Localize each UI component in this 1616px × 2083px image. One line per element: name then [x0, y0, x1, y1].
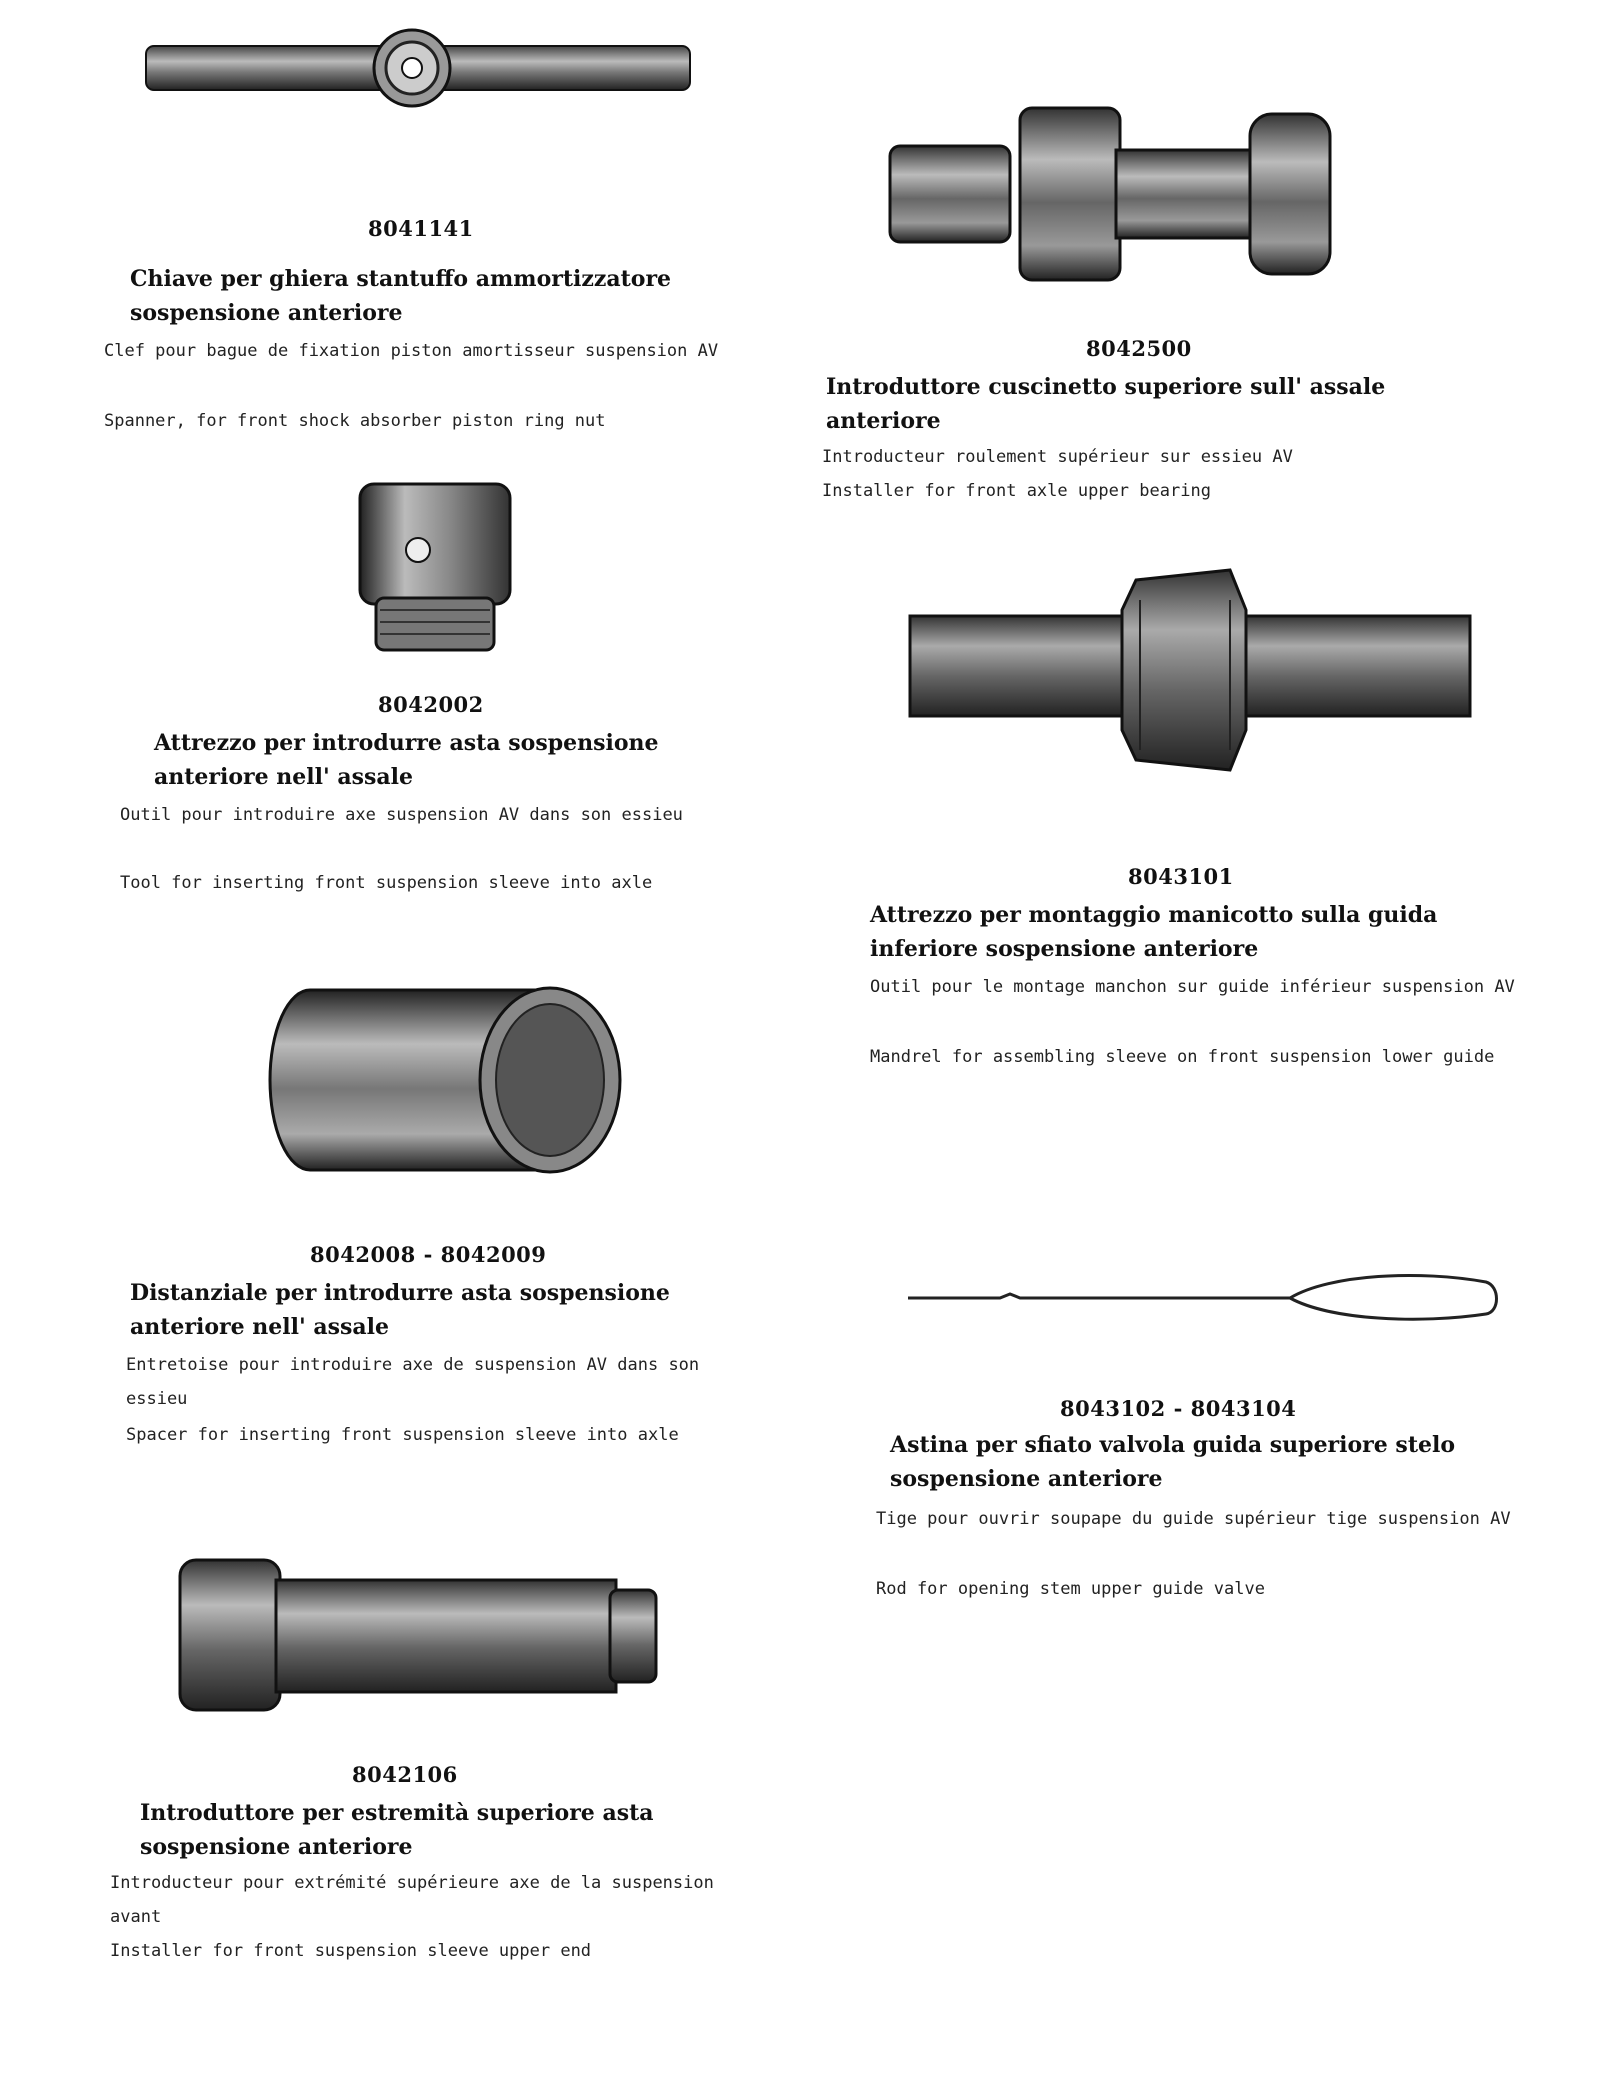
tool-title-italian: Attrezzo per introdurre asta sospensione anteriore nell' assale	[154, 730, 659, 790]
tool-desc-english: Mandrel for assembling sleeve on front suspension lower guide	[870, 1047, 1495, 1067]
tool-title-italian: Astina per sfiato valvola guida superiore stelo sospensione anteriore	[890, 1432, 1456, 1492]
tool-desc-french: Outil pour le montage manchon sur guide inférieur suspension AV	[870, 977, 1515, 997]
tool-title-italian: Introduttore cuscinetto superiore sull' assale anteriore	[826, 374, 1386, 434]
installer-sleeve-icon	[170, 1550, 670, 1720]
tool-desc-english: Rod for opening stem upper guide valve	[876, 1579, 1265, 1599]
tool-title-italian: Distanziale per introdurre asta sospensione anteriore nell' assale	[130, 1280, 670, 1340]
tool-desc-english: Spanner, for front shock absorber piston ring nut	[104, 411, 606, 431]
tool-desc-english: Installer for front suspension sleeve upper end	[110, 1941, 592, 1961]
tool-desc-english: Spacer for inserting front suspension sleeve into axle	[126, 1425, 679, 1445]
tool-title-italian: Attrezzo per montaggio manicotto sulla guida inferiore sospensione anteriore	[870, 902, 1438, 962]
threaded-plug-icon	[350, 470, 520, 660]
tool-code: 8041141	[368, 216, 474, 241]
tool-code: 8042106	[352, 1762, 458, 1787]
tool-desc-french: Entretoise pour introduire axe de suspension AV dans son essieu	[126, 1355, 700, 1409]
tool-code: 8042500	[1086, 336, 1192, 361]
valve-rod-icon	[900, 1268, 1500, 1328]
tool-title-italian: Chiave per ghiera stantuffo ammortizzatore sospensione anteriore	[130, 266, 672, 326]
tool-title-italian: Introduttore per estremità superiore asta sospensione anteriore	[140, 1800, 654, 1860]
tool-desc-french: Introducteur roulement supérieur sur essieu AV	[822, 447, 1293, 467]
installer-shaft-icon	[880, 100, 1380, 290]
spacer-tube-icon	[250, 970, 650, 1190]
tool-desc-english: Installer for front axle upper bearing	[822, 481, 1211, 501]
tool-desc-french: Clef pour bague de fixation piston amortisseur suspension AV	[104, 341, 719, 361]
tool-code: 8043102 - 8043104	[1060, 1396, 1297, 1421]
tool-code: 8042008 - 8042009	[310, 1242, 547, 1267]
tool-desc-french: Outil pour introduire axe suspension AV dans son essieu	[120, 805, 683, 825]
tool-code: 8042002	[378, 692, 484, 717]
spanner-bar-icon	[140, 28, 700, 128]
tool-desc-french: Tige pour ouvrir soupape du guide supérieur tige suspension AV	[876, 1509, 1511, 1529]
mandrel-icon	[900, 560, 1480, 790]
tool-desc-english: Tool for inserting front suspension sleeve into axle	[120, 873, 653, 893]
tool-desc-french: Introducteur pour extrémité supérieure axe de la suspension avant	[110, 1873, 714, 1927]
tool-code: 8043101	[1128, 864, 1234, 889]
